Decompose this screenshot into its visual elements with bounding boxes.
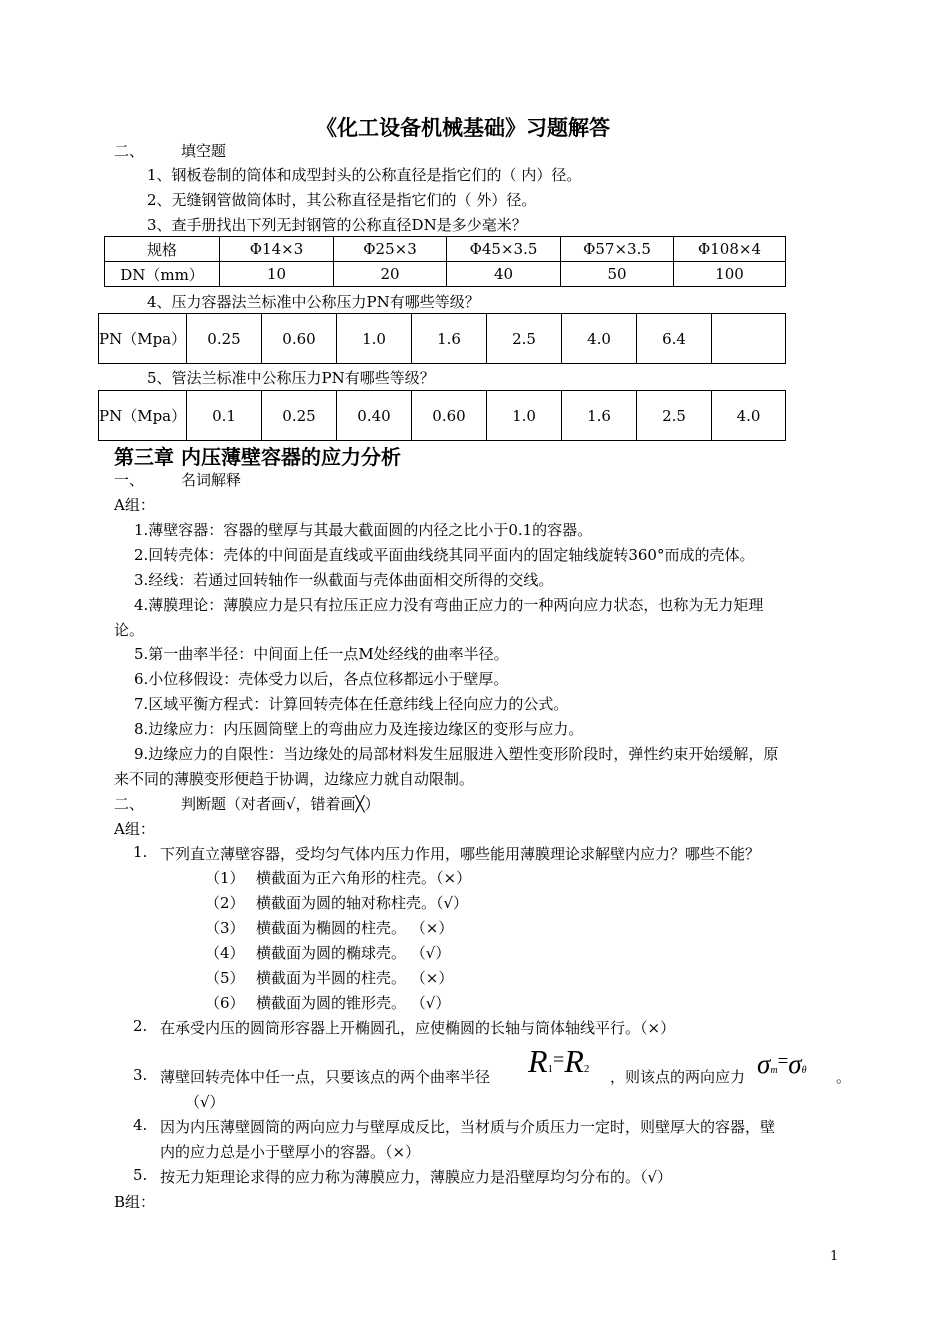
judge-q3-num: 3. (133, 1066, 148, 1084)
judge-q1-text: 下列直立薄壁容器，受均匀气体内压力作用，哪些能用薄膜理论求解壁内应力？哪些不能？ (160, 845, 761, 863)
fill-q4: 4、压力容器法兰标准中公称压力PN有哪些等级？ (147, 293, 480, 311)
table-cell: 6.4 (637, 314, 712, 364)
judge-q5-num: 5. (133, 1166, 148, 1184)
sub-text: 横截面为圆的椭球壳。 （√） (256, 944, 451, 962)
table-cell: 40 (447, 262, 561, 287)
table-cell: 1.0 (487, 391, 562, 441)
judge-heading-num: 二、 (114, 795, 145, 813)
table-cell: 10 (220, 262, 334, 287)
table-cell: Φ57×3.5 (561, 237, 674, 262)
judge-q3-ans: （√） (185, 1093, 225, 1111)
term-item: 7.区域平衡方程式：计算回转壳体在任意纬线上径向应力的公式。 (134, 695, 569, 713)
formula-sigma-m-equals-sigma-theta: σm=σθ (757, 1049, 807, 1079)
judge-q3-end: 。 (836, 1068, 852, 1086)
sub-num: （1） (205, 869, 245, 887)
table-cell: PN（Mpa） (99, 391, 187, 441)
term-item-cont: 来不同的薄膜变形便趋于协调，边缘应力就自动限制。 (114, 770, 475, 788)
table-cell: Φ108×4 (674, 237, 786, 262)
formula-r1-equals-r2: R1=R2 (528, 1043, 590, 1079)
table-cell: 0.60 (412, 391, 487, 441)
table-cell: 1.6 (412, 314, 487, 364)
table-cell: Φ25×3 (334, 237, 447, 262)
term-item: 2.回转壳体：壳体的中间面是直线或平面曲线绕其同平面内的固定轴线旋转360°而成的壳体。 (134, 546, 755, 564)
pn-table-row (99, 391, 786, 441)
table-cell: 4.0 (562, 314, 637, 364)
fill-q5: 5、管法兰标准中公称压力PN有哪些等级？ (147, 369, 435, 387)
term-item: 5.第一曲率半径：中间面上任一点M处经线的曲率半径。 (134, 645, 509, 663)
fill-q1: 1、钢板卷制的筒体和成型封头的公称直径是指它们的（ 内）径。 (147, 166, 582, 184)
sub-num: （3） (205, 919, 245, 937)
term-item-cont: 论。 (114, 621, 145, 639)
sub-text: 横截面为圆的锥形壳。 （√） (256, 994, 451, 1012)
sub-num: （6） (205, 994, 245, 1012)
fill-heading-num: 二、 (114, 142, 145, 160)
judge-q3-mid: ，则该点的两向应力 (610, 1068, 746, 1086)
judge-q2-num: 2. (133, 1017, 148, 1035)
table-cell: Φ14×3 (220, 237, 334, 262)
table-cell: 2.5 (637, 391, 712, 441)
sub-text: 横截面为椭圆的柱壳。 （×） (256, 919, 454, 937)
pn-table-pipe (98, 390, 786, 441)
page-title: 《化工设备机械基础》习题解答 (316, 115, 610, 140)
table-cell: 0.1 (187, 391, 262, 441)
judge-q5-text: 按无力矩理论求得的应力称为薄膜应力，薄膜应力是沿壁厚均匀分布的。（√） (160, 1168, 673, 1186)
dn-table (104, 236, 786, 287)
sub-num: （4） (205, 944, 245, 962)
sub-text: 横截面为圆的轴对称柱壳。（√） (256, 894, 469, 912)
table-cell: 1.6 (562, 391, 637, 441)
judge-q4-num: 4. (133, 1116, 148, 1134)
dn-table-row-dn (105, 262, 786, 287)
terms-heading-text: 名词解释 (181, 471, 242, 489)
judge-q1-num: 1. (133, 843, 148, 861)
page-number: 1 (830, 1249, 839, 1264)
term-item: 6.小位移假设：壳体受力以后，各点位移都远小于壁厚。 (134, 670, 509, 688)
term-item: 8.边缘应力：内压圆筒壁上的弯曲应力及连接边缘区的变形与应力。 (134, 720, 584, 738)
table-cell: Φ45×3.5 (447, 237, 561, 262)
fill-q3: 3、查手册找出下列无封钢管的公称直径DN是多少毫米？ (147, 216, 527, 234)
table-cell: 0.25 (187, 314, 262, 364)
table-cell: 2.5 (487, 314, 562, 364)
table-cell (712, 314, 786, 364)
table-cell: PN（Mpa） (99, 314, 187, 364)
term-item: 9.边缘应力的自限性：当边缘处的局部材料发生屈服进入塑性变形阶段时，弹性约束开始缓解，原 (134, 745, 779, 763)
term-item: 4.薄膜理论：薄膜应力是只有拉压正应力没有弯曲正应力的一种两向应力状态，也称为无力矩理 (134, 596, 764, 614)
judge-group-b: B组： (114, 1193, 156, 1211)
table-cell: 规格 (105, 237, 220, 262)
pn-table-vessel (98, 313, 786, 364)
sub-num: （2） (205, 894, 245, 912)
table-cell: 0.60 (262, 314, 337, 364)
table-cell: 4.0 (712, 391, 786, 441)
table-cell: DN（mm） (105, 262, 220, 287)
fill-q2: 2、无缝钢管做筒体时，其公称直径是指它们的（ 外）径。 (147, 191, 537, 209)
terms-heading-num: 一、 (114, 471, 145, 489)
table-cell: 20 (334, 262, 447, 287)
sub-text: 横截面为半圆的柱壳。 （×） (256, 969, 454, 987)
fill-heading-text: 填空题 (181, 142, 227, 160)
table-cell: 100 (674, 262, 786, 287)
table-cell: 50 (561, 262, 674, 287)
table-cell: 1.0 (337, 314, 412, 364)
term-item: 1.薄壁容器：容器的壁厚与其最大截面圆的内径之比小于0.1的容器。 (134, 521, 593, 539)
table-cell: 0.40 (337, 391, 412, 441)
judge-group-a: A组： (114, 820, 155, 838)
dn-table-row-spec (105, 237, 786, 262)
judge-heading-text: 判断题（对者画√，错着画╳） (181, 795, 380, 813)
chapter-title: 第三章 内压薄壁容器的应力分析 (114, 445, 401, 469)
terms-group-a: A组： (114, 496, 155, 514)
judge-q4-line1: 因为内压薄壁圆筒的两向应力与壁厚成反比，当材质与介质压力一定时，则壁厚大的容器，壁 (160, 1118, 776, 1136)
judge-q3-pre: 薄壁回转壳体中任一点，只要该点的两个曲率半径 (160, 1068, 491, 1086)
sub-text: 横截面为正六角形的柱壳。（×） (256, 869, 472, 887)
judge-q4-line2: 内的应力总是小于壁厚小的容器。（×） (160, 1143, 421, 1161)
pn-table-row (99, 314, 786, 364)
table-cell: 0.25 (262, 391, 337, 441)
sub-num: （5） (205, 969, 245, 987)
judge-q2-text: 在承受内压的圆筒形容器上开椭圆孔，应使椭圆的长轴与筒体轴线平行。（×） (160, 1019, 676, 1037)
term-item: 3.经线：若通过回转轴作一纵截面与壳体曲面相交所得的交线。 (134, 571, 554, 589)
